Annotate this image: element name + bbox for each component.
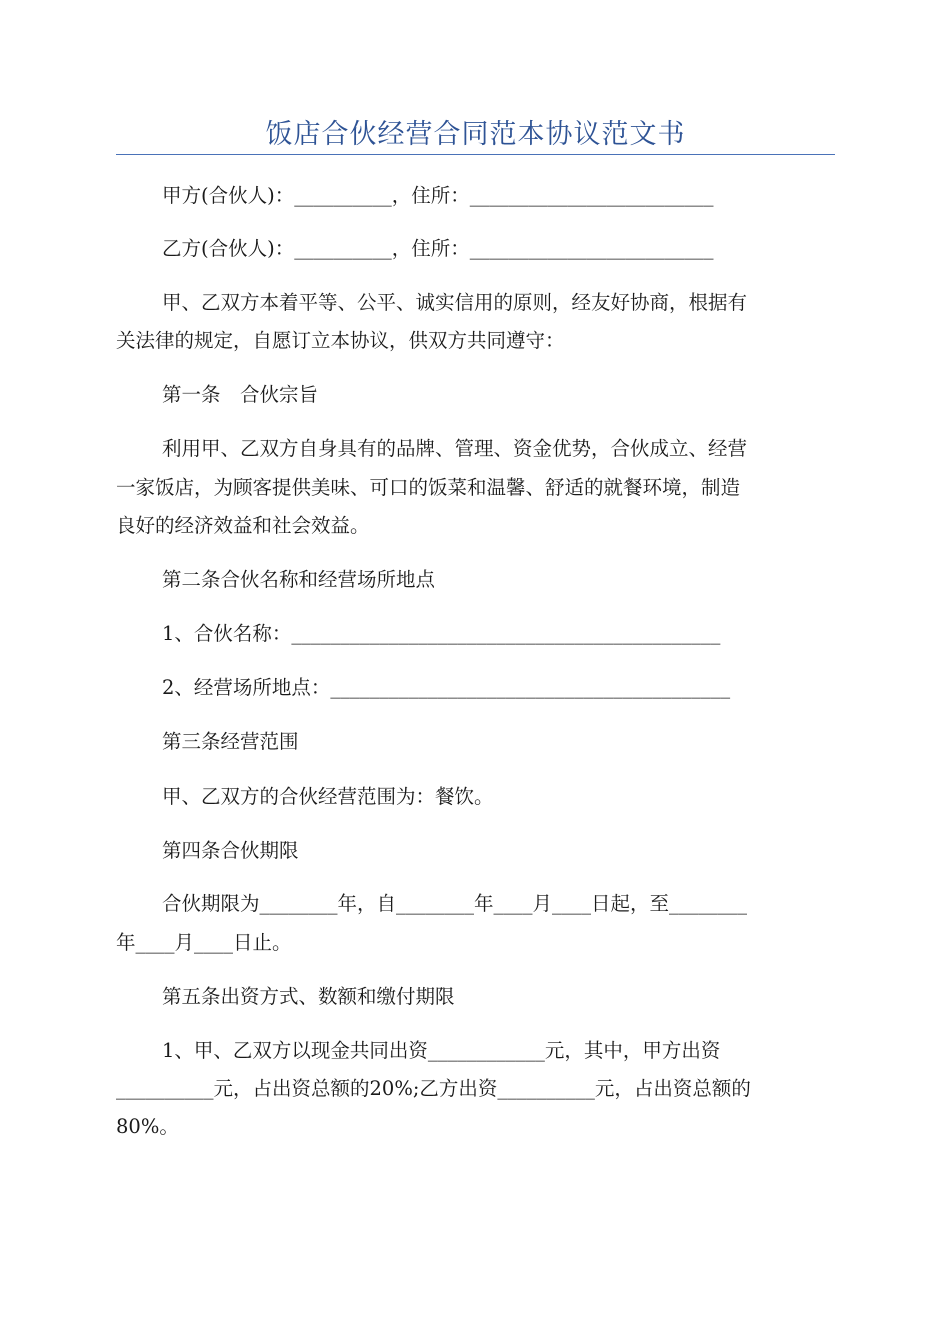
preamble-line-1: 甲、乙双方本着平等、公平、诚实信用的原则，经友好协商，根据有 (162, 291, 748, 314)
article-5-body-line-1: 1、甲、乙双方以现金共同出资____________元，其中，甲方出资 (162, 1039, 721, 1062)
article-4-body-line-2: 年____月____日止。 (116, 931, 292, 954)
party-a-line: 甲方(合伙人)：__________，住所：_________________________ (162, 184, 714, 207)
article-5-body-line-2: __________元，占出资总额的20%;乙方出资__________元，占出资总额的 (116, 1077, 751, 1100)
preamble-line-2: 关法律的规定，自愿订立本协议，供双方共同遵守： (116, 329, 565, 352)
article-1-body-line-3: 良好的经济效益和社会效益。 (116, 514, 370, 537)
article-5-heading: 第五条出资方式、数额和缴付期限 (162, 985, 455, 1008)
document-title: 饭店合伙经营合同范本协议范文书 (265, 119, 686, 150)
article-1-heading: 第一条 合伙宗旨 (162, 383, 319, 406)
article-4-heading: 第四条合伙期限 (162, 839, 299, 862)
article-3-body: 甲、乙双方的合伙经营范围为：餐饮。 (162, 785, 494, 808)
title-underline (116, 154, 835, 155)
article-5-body-line-3: 80%。 (116, 1115, 179, 1138)
article-4-body-line-1: 合伙期限为________年，自________年____月____日起，至________ (162, 892, 748, 915)
article-2-heading: 第二条合伙名称和经营场所地点 (162, 568, 436, 591)
partnership-name-line: 1、合伙名称：____________________________________________ (162, 622, 721, 645)
article-1-body-line-2: 一家饭店，为顾客提供美味、可口的饭菜和温馨、舒适的就餐环境，制造 (116, 476, 741, 499)
party-b-line: 乙方(合伙人)：__________，住所：_________________________ (162, 237, 714, 260)
business-location-line: 2、经营场所地点：_________________________________________ (162, 676, 731, 699)
article-1-body-line-1: 利用甲、乙双方自身具有的品牌、管理、资金优势，合伙成立、经营 (162, 437, 748, 460)
article-3-heading: 第三条经营范围 (162, 730, 299, 753)
